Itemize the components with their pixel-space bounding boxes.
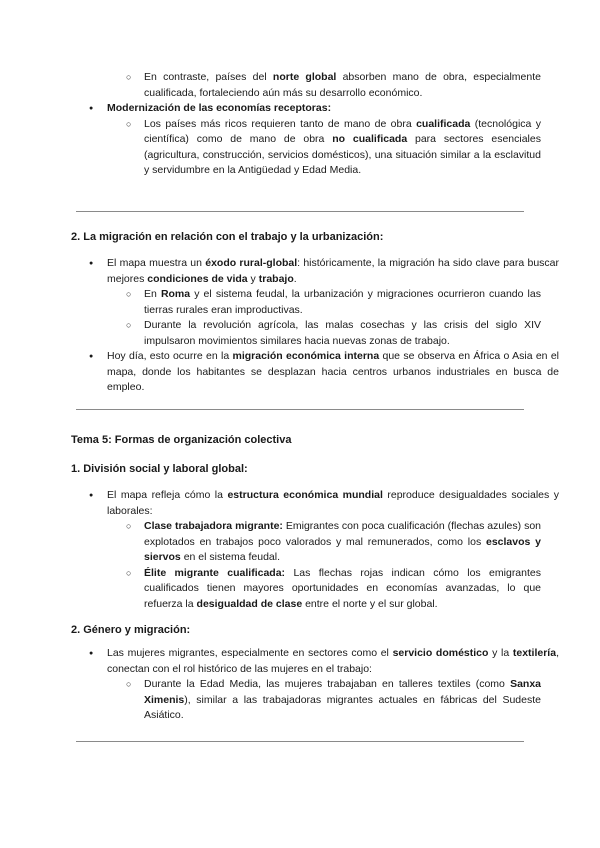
list-item-rich-countries: ○ Los países más ricos requieren tanto de mano de obra cualificada (tecnológica y científica) como de mano de obra no cualificada para sectores esenciales (agricultura, construcción, servicios domésticos), una situación similar a la esclavitud y servidumbre en la Antigüedad y Edad Media. (126, 117, 541, 179)
list-item-roma: ○ En Roma y el sistema feudal, la urbanización y migraciones ocurrieron cuando las tierras rurales eran improductivas. (126, 287, 541, 318)
list-item-elite: ○ Élite migrante cualificada: Las flechas rojas indican cómo los emigrantes cualificados tienen mayores oportunidades en economías avanzadas, lo que refuerza la desigualdad de clase entre el norte y el sur global. (126, 566, 541, 613)
list-item-contrast: ○ En contraste, países del norte global absorben mano de obra, especialmente cualificada, fortaleciendo aún más su desarrollo económico. (126, 70, 541, 101)
section-migration-list (0, 256, 559, 396)
list-item-today: ● Hoy día, esto ocurre en la migración económica interna que se observa en África o Asia en el mapa, donde los habitantes se desplazan hacia centros urbanos industriales en busca de empleo. (71, 349, 559, 396)
list-item-rural-exodus: ● El mapa muestra un éxodo rural-global: históricamente, la migración ha sido clave para buscar mejores condiciones de vida y trabajo. (71, 256, 559, 287)
section-division-list (0, 488, 559, 612)
list-item-economic-structure: ● El mapa refleja cómo la estructura económica mundial reproduce desigualdades sociales y laborales: (71, 488, 559, 519)
list-item-modernization: ● Modernización de las economías receptoras: (71, 101, 559, 117)
divider (76, 211, 524, 212)
divider (76, 741, 524, 742)
section-heading-migration-work: 2. La migración en relación con el trabajo y la urbanización: (71, 231, 384, 243)
list-item-working-class: ○ Clase trabajadora migrante: Emigrantes con poca cualificación (flechas azules) son explotados en trabajos poco valorados y mal remunerados, como los esclavos y siervos en el sistema feudal. (126, 519, 541, 566)
divider (76, 409, 524, 410)
section-economy-list (0, 70, 559, 179)
list-item-women-migrants: ● Las mujeres migrantes, especialmente en sectores como el servicio doméstico y la textilería, conectan con el rol histórico de las mujeres en el trabajo: (71, 646, 559, 677)
section-gender-list (0, 646, 559, 724)
topic-title: Tema 5: Formas de organización colectiva (71, 434, 292, 446)
list-item-agricultural-revolution: ○ Durante la revolución agrícola, las malas cosechas y las crisis del siglo XIV impulsaron movimientos similares hacia nuevas zonas de trabajo. (126, 318, 541, 349)
list-item-middle-ages: ○ Durante la Edad Media, las mujeres trabajaban en talleres textiles (como Sanxa Ximenis), similar a las trabajadoras migrantes actuales en fábricas del Sudeste Asiático. (126, 677, 541, 724)
section-heading-gender: 2. Género y migración: (71, 624, 191, 636)
section-heading-social-division: 1. División social y laboral global: (71, 463, 248, 475)
